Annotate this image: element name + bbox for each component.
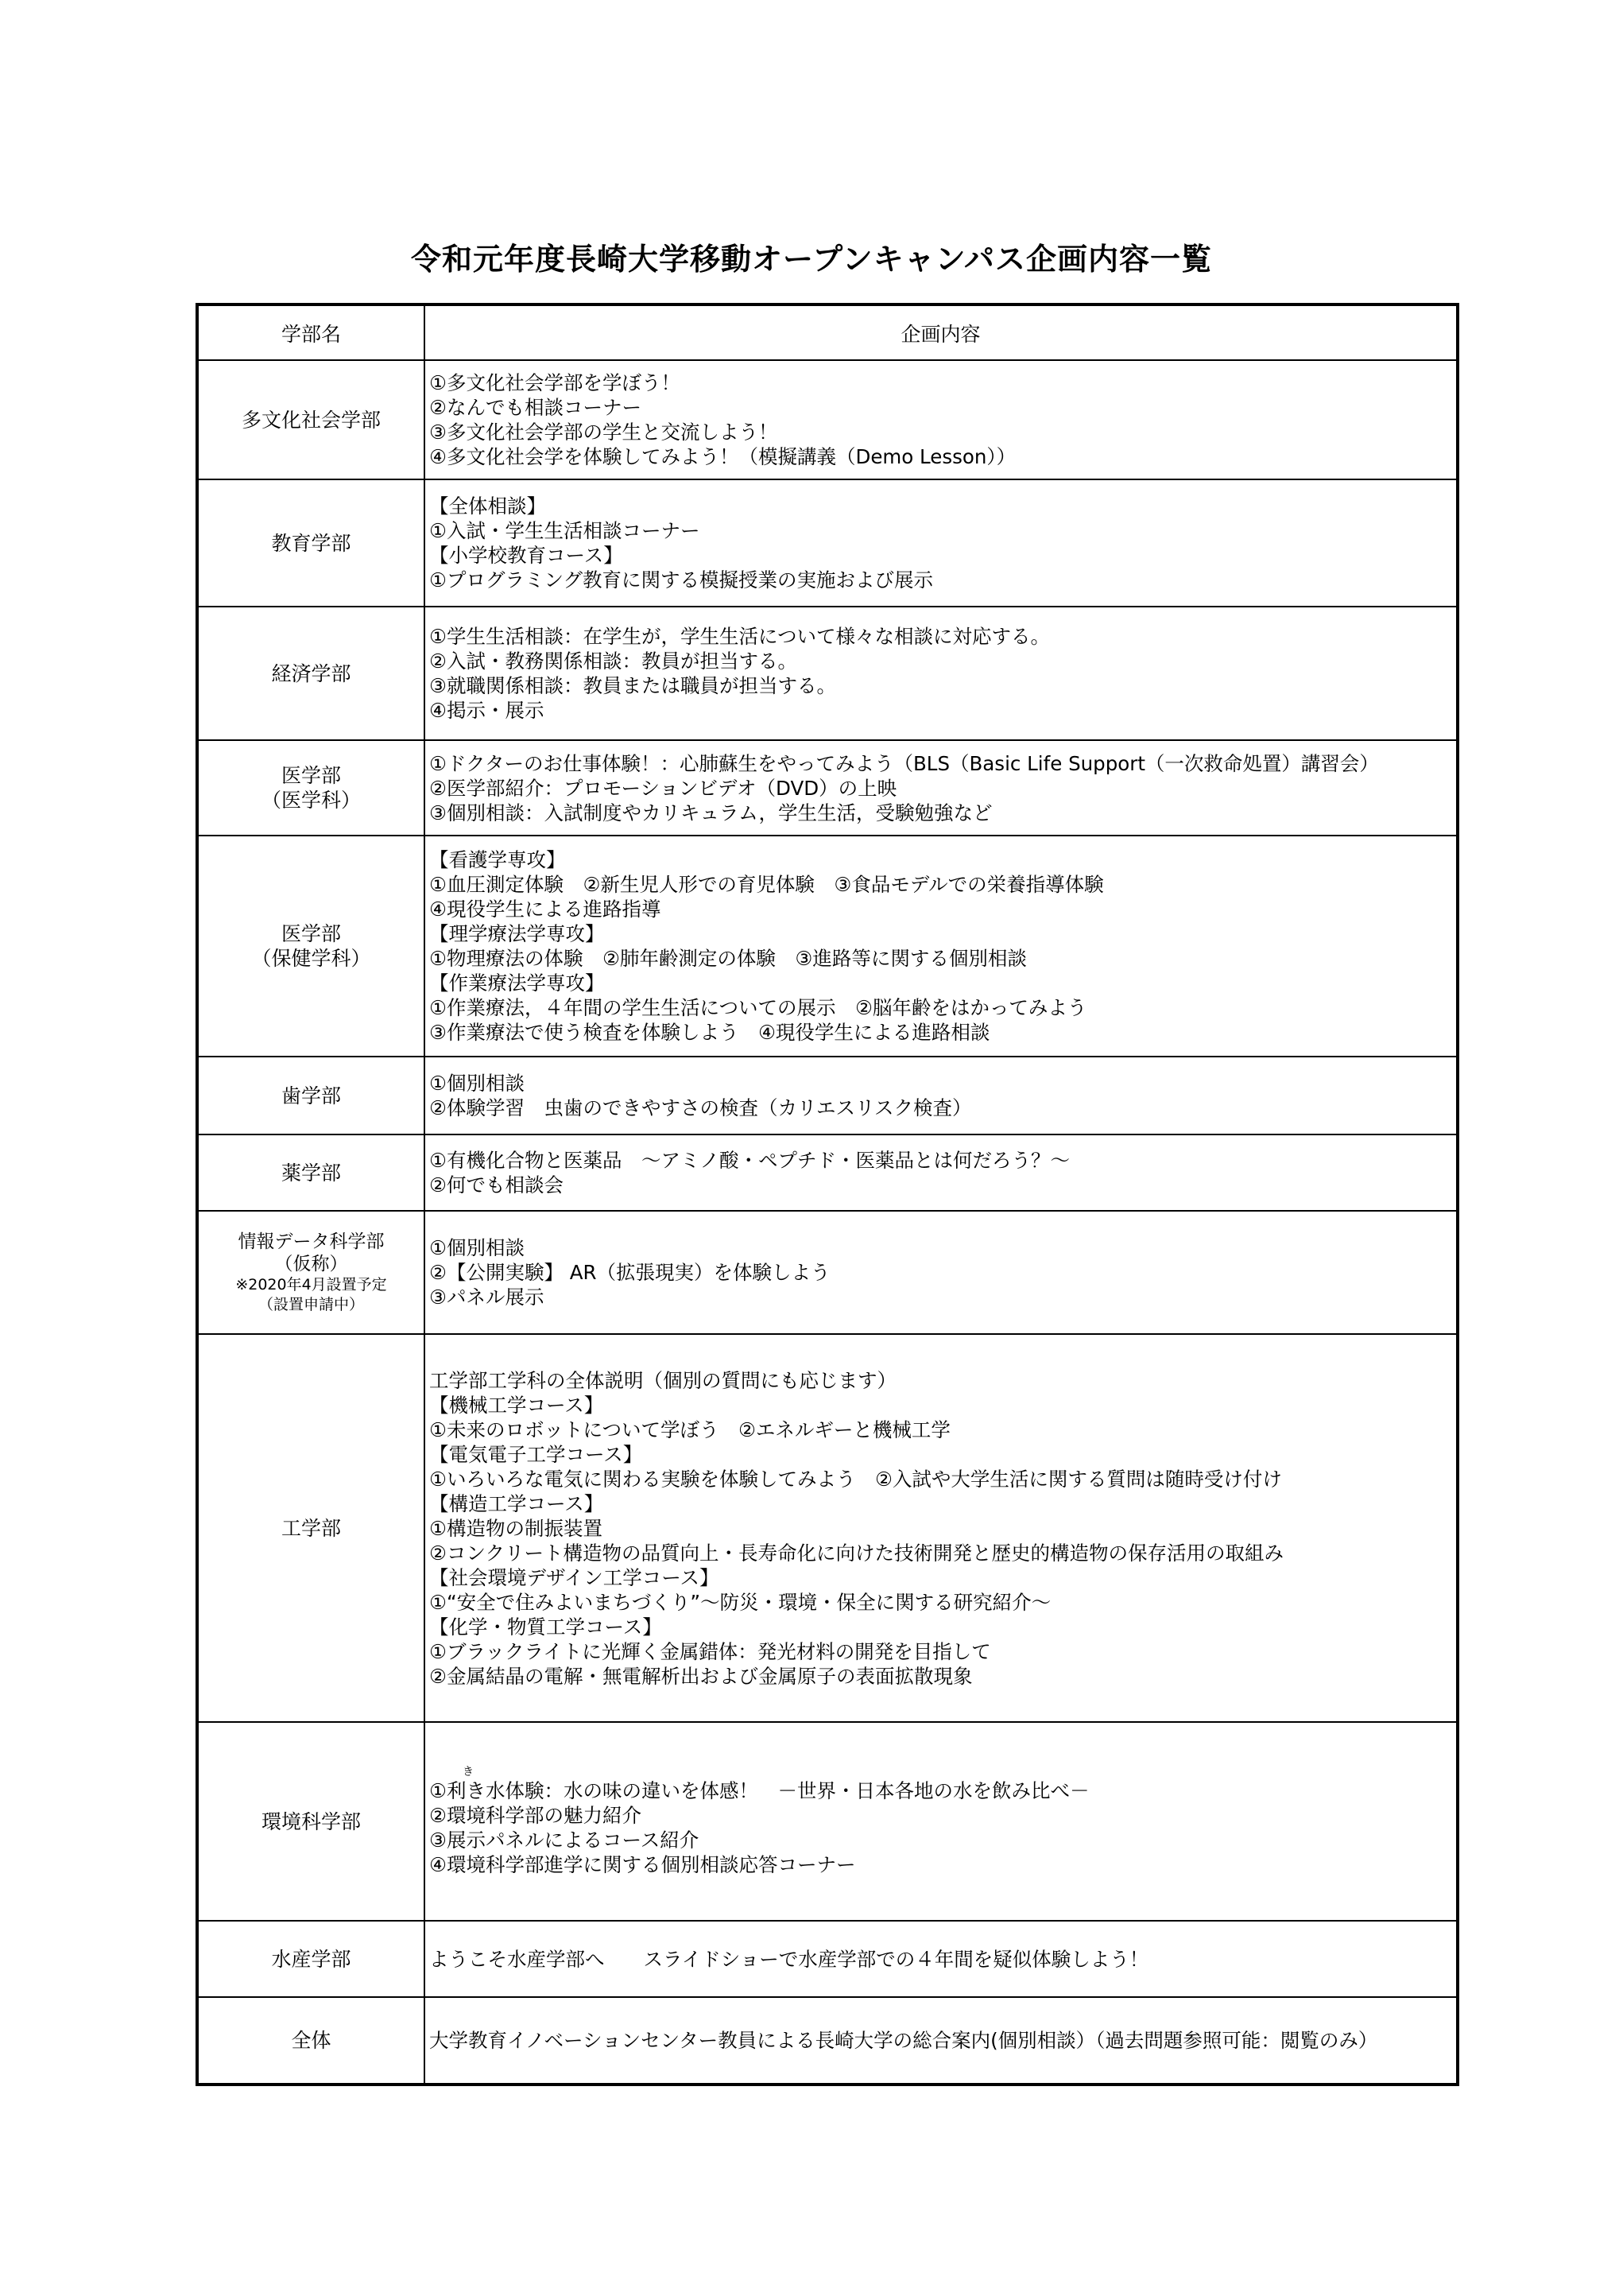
header-content: 企画内容 [424, 304, 1458, 360]
department-cell [197, 740, 424, 836]
department-note: （設置申請中） [258, 1295, 364, 1313]
content-line: 【機械工学コース】 [429, 1393, 604, 1417]
department-name: 全体 [291, 2029, 331, 2052]
content-line: ②体験学習 虫歯のできやすさの検査（カリエスリスク検査） [429, 1096, 972, 1119]
content-line: ①入試・学生生活相談コーナー [429, 519, 700, 542]
content-line: ①物理療法の体験 ②肺年齢測定の体験 ③進路等に関する個別相談 [429, 947, 1027, 970]
table-row [197, 1334, 1458, 1722]
table-row [197, 1211, 1458, 1334]
content-line: ④多文化社会学を体験してみよう！（模擬講義（Demo Lesson）） [429, 445, 1017, 468]
content-cell [424, 740, 1458, 836]
table-row [197, 1921, 1458, 1997]
department-name: （医学科） [261, 789, 361, 812]
content-line: ①個別相談 [429, 1236, 525, 1259]
table-row [197, 1134, 1458, 1211]
content-line: ④掲示・展示 [429, 699, 544, 722]
content-line: 【作業療法学専攻】 [429, 972, 605, 995]
content-line: ①個別相談 [429, 1072, 525, 1095]
department-cell [197, 1722, 424, 1921]
department-cell [197, 836, 424, 1057]
header-department: 学部名 [197, 304, 424, 360]
content-line: ようこそ水産学部へ スライドショーで水産学部での４年間を疑似体験しよう！ [429, 1947, 1149, 1971]
content-line: ③多文化社会学部の学生と交流しよう！ [429, 421, 778, 444]
department-name: 経済学部 [271, 661, 351, 685]
department-cell [197, 360, 424, 479]
content-cell [424, 1722, 1458, 1921]
content-cell [424, 360, 1458, 479]
department-cell [197, 1211, 424, 1334]
content-line: ①プログラミング教育に関する模擬授業の実施および展示 [429, 568, 933, 591]
department-name: 情報データ科学部 [238, 1231, 385, 1252]
content-cell [424, 1921, 1458, 1997]
content-cell [424, 1057, 1458, 1134]
table-row [197, 1057, 1458, 1134]
department-name: 多文化社会学部 [241, 408, 381, 432]
content-line: 【小学校教育コース】 [429, 544, 623, 567]
table-row [197, 836, 1458, 1057]
content-line: ③就職関係相談：教員または職員が担当する。 [429, 674, 836, 697]
content-line: 工学部工学科の全体説明（個別の質問にも応じます） [429, 1368, 897, 1392]
department-name: 医学部 [281, 764, 341, 787]
content-line: ①ブラックライトに光輝く金属錯体：発光材料の開発を目指して [429, 1639, 991, 1663]
content-line: ③個別相談：入試制度やカリキュラム，学生生活，受験勉強など [429, 801, 993, 824]
table-row [197, 1722, 1458, 1921]
content-line: ①有機化合物と医薬品 ～アミノ酸・ペプチド・医薬品とは何だろう？～ [429, 1149, 1070, 1172]
department-name: 歯学部 [281, 1084, 341, 1107]
content-line: 【看護学専攻】 [429, 848, 566, 871]
department-name: （保健学科） [251, 947, 371, 970]
content-line: ①いろいろな電気に関わる実験を体験してみよう ②入試や大学生活に関する質問は随時受け付け [429, 1467, 1282, 1491]
content-line: 【理学療法学専攻】 [429, 922, 605, 945]
content-cell [424, 836, 1458, 1057]
content-line: ①作業療法，４年間の学生生活についての展示 ②脳年齢をはかってみよう [429, 996, 1087, 1019]
content-line: ②何でも相談会 [429, 1173, 564, 1196]
department-cell [197, 1134, 424, 1211]
content-line: ①血圧測定体験 ②新生児人形での育児体験 ③食品モデルでの栄養指導体験 [429, 873, 1104, 896]
content-line: ③展示パネルによるコース紹介 [429, 1829, 699, 1852]
department-cell [197, 479, 424, 607]
content-line: ②なんでも相談コーナー [429, 396, 641, 419]
content-line: ②【公開実験】 AR（拡張現実）を体験しよう [429, 1261, 831, 1284]
content-line: 【構造工学コース】 [429, 1491, 604, 1515]
content-line: ①未来のロボットについて学ぼう ②エネルギーと機械工学 [429, 1418, 951, 1441]
content-line: ①構造物の制振装置 [429, 1516, 602, 1540]
content-line: ①ドクターのお仕事体験！：心肺蘇生をやってみよう（BLS（Basic Life Support（一次救命処置）講習会） [429, 751, 1379, 775]
department-cell [197, 1997, 424, 2085]
content-line: ②環境科学部の魅力紹介 [429, 1804, 641, 1827]
content-cell [424, 607, 1458, 740]
department-name: 水産学部 [271, 1947, 351, 1971]
content-cell [424, 1334, 1458, 1722]
content-line: ②医学部紹介：プロモーションビデオ（DVD）の上映 [429, 776, 897, 800]
table-row [197, 607, 1458, 740]
content-line: ③作業療法で使う検査を体験しよう ④現役学生による進路相談 [429, 1021, 990, 1044]
content-line: ①学生生活相談：在学生が，学生生活について様々な相談に対応する。 [429, 625, 1050, 648]
content-cell [424, 1997, 1458, 2085]
content-line: 【化学・物質工学コース】 [429, 1615, 662, 1639]
table-row [197, 479, 1458, 607]
content-line: ①多文化社会学部を学ぼう！ [429, 371, 680, 394]
table-row [197, 740, 1458, 836]
content-line: ①“安全で住みよいまちづくり”～防災・環境・保全に関する研究紹介～ [429, 1590, 1052, 1614]
content-line: ②コンクリート構造物の品質向上・長寿命化に向けた技術開発と歴史的構造物の保存活用の取組み [429, 1541, 1284, 1565]
department-name: 薬学部 [281, 1161, 341, 1185]
content-line: 【電気電子工学コース】 [429, 1442, 643, 1466]
content-line: 【社会環境デザイン工学コース】 [429, 1565, 719, 1589]
table-header-row [197, 304, 1458, 360]
department-name: 工学部 [281, 1516, 341, 1540]
department-name: 教育学部 [271, 531, 351, 555]
content-line: 大学教育イノベーションセンター教員による長崎大学の総合案内(個別相談）（過去問題参照可能：閲覧のみ） [429, 2029, 1378, 2052]
content-line: ③パネル展示 [429, 1286, 544, 1309]
content-line: ④環境科学部進学に関する個別相談応答コーナー [429, 1853, 856, 1876]
content-line: ①利き水体験：水の味の違いを体感！ －世界・日本各地の水を飲み比べ－ [429, 1779, 1090, 1802]
content-line: 【全体相談】 [429, 494, 546, 518]
content-line: ②入試・教務関係相談：教員が担当する。 [429, 650, 797, 673]
table-row [197, 1997, 1458, 2085]
table-body [197, 360, 1458, 2085]
department-name: 環境科学部 [261, 1809, 361, 1833]
content-line: ④現役学生による進路指導 [429, 898, 661, 921]
table-row [197, 360, 1458, 479]
page-title: 令和元年度長崎大学移動オープンキャンパス企画内容一覧 [411, 242, 1212, 277]
department-cell [197, 1057, 424, 1134]
plan-table [196, 303, 1459, 2086]
content-cell [424, 1134, 1458, 1211]
content-line: ②金属結晶の電解・無電解析出および金属原子の表面拡散現象 [429, 1664, 973, 1688]
content-cell [424, 479, 1458, 607]
ruby-annotation: き [463, 1766, 474, 1778]
department-cell [197, 1921, 424, 1997]
department-note: ※2020年4月設置予定 [235, 1275, 387, 1293]
department-cell [197, 607, 424, 740]
department-name: （仮称） [274, 1253, 348, 1274]
department-name: 医学部 [281, 922, 341, 945]
content-cell [424, 1211, 1458, 1334]
department-cell [197, 1334, 424, 1722]
